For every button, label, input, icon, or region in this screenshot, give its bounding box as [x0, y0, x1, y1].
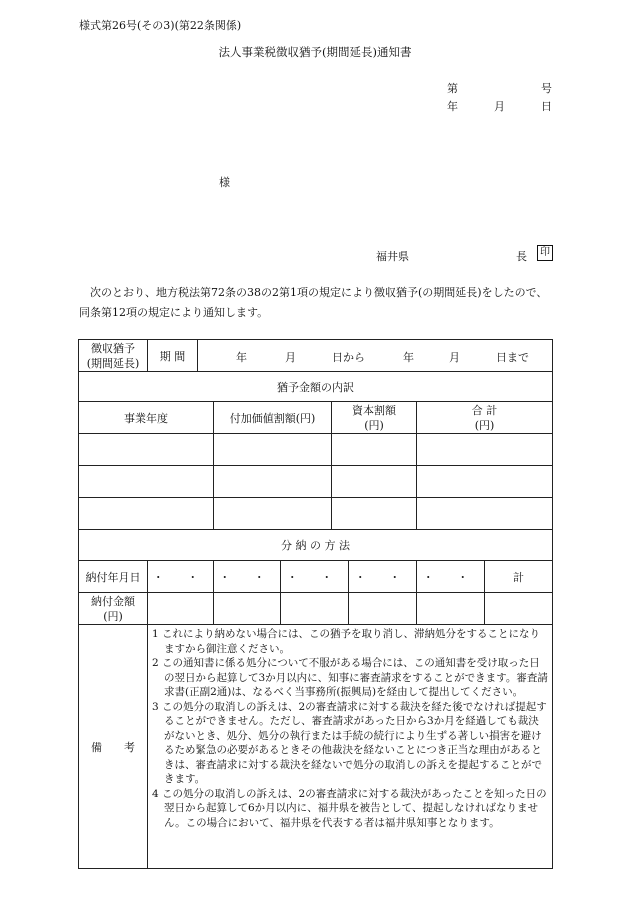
period-to-month: 月: [449, 350, 460, 364]
date-year-label: 年: [447, 100, 458, 113]
period-label-line2: (期間延長): [86, 356, 140, 370]
date-day-label: 日: [541, 100, 552, 113]
period-from-year: 年: [236, 350, 247, 364]
breakdown-cell[interactable]: [332, 498, 417, 530]
seal-stamp: 印: [537, 245, 553, 261]
payment-date-cell[interactable]: ・ ・: [417, 561, 485, 593]
note-4: 4 この処分の取消しの訴えは、2の審査請求に対する裁決があったことを知った日の翌日から起算して6か月以内に、福井県を被告として、提起しなければなりません。この場合において、福井県を代表する者は福井県知事となります。: [152, 787, 547, 829]
breakdown-cell[interactable]: [214, 498, 332, 530]
period-from-day: 日から: [332, 350, 365, 364]
period-value-cell: [198, 340, 553, 372]
main-table: [78, 339, 553, 869]
note-2: 2 この通知書に係る処分について不服がある場合には、この通知書を受け取った日の翌日から起算して3か月以内に、知事に審査請求をすることができます。審査請求書(正副2通)は、なるべく当事務所(振興局)を経由して提出してください。: [152, 657, 548, 698]
breakdown-cell[interactable]: [79, 466, 214, 498]
installment-title: 分 納 の 方 法: [79, 530, 553, 561]
payment-amount-cell[interactable]: [349, 593, 417, 625]
payment-amount-cell[interactable]: [214, 593, 281, 625]
col-header-total-line1: 合 計: [471, 403, 498, 417]
note-1: 1 これにより納めない場合には、この猶予を取り消し、滞納処分をすることになりますから御注意ください。: [152, 628, 541, 655]
payment-date-cell[interactable]: ・ ・: [349, 561, 417, 593]
payment-amount-total-cell[interactable]: [485, 593, 553, 625]
period-to-year: 年: [403, 350, 414, 364]
issuer-name: 福井県: [376, 250, 409, 263]
period-label-line1: 徴収猶予: [91, 341, 135, 355]
form-number: 様式第26号(その3)(第22条関係): [79, 19, 242, 32]
col-header-year: 事業年度: [79, 402, 214, 434]
payment-amount-label: [79, 593, 148, 625]
payment-total-label: 計: [485, 561, 553, 593]
breakdown-cell[interactable]: [417, 498, 553, 530]
payment-amount-cell[interactable]: [148, 593, 214, 625]
breakdown-cell[interactable]: [332, 434, 417, 466]
col-header-total: [417, 402, 553, 434]
payment-date-cell[interactable]: ・ ・: [148, 561, 214, 593]
remarks-label: 備 考: [79, 625, 148, 869]
period-sub-label: 期 間: [148, 340, 198, 372]
payment-amount-cell[interactable]: [281, 593, 349, 625]
payment-date-cell[interactable]: ・ ・: [214, 561, 281, 593]
breakdown-title: 猶予金額の内訳: [79, 372, 553, 402]
breakdown-cell[interactable]: [417, 434, 553, 466]
period-from-month: 月: [285, 350, 296, 364]
col-header-capital: [332, 402, 417, 434]
breakdown-cell[interactable]: [79, 434, 214, 466]
remarks-notes: [148, 625, 553, 869]
period-to-day: 日まで: [496, 350, 529, 364]
issuer-title: 長: [516, 250, 527, 263]
payment-amount-label-line2: (円): [103, 609, 123, 623]
payment-amount-label-line1: 納付金額: [91, 594, 135, 608]
note-3: 3 この処分の取消しの訴えは、2の審査請求に対する裁決を経た後でなければ提起することができません。ただし、審査請求があった日から3か月を経過しても裁決がないとき、処分、処分の執行または手続の続行により生ずる著しい損害を避けるため緊急の必要があるときその他裁決を経ないことにつき正当な理由があるときは、審査請求に対する裁決を経ないで処分の取消しの訴えを提起することができます。: [152, 700, 547, 785]
breakdown-cell[interactable]: [417, 466, 553, 498]
col-header-total-line2: (円): [474, 418, 495, 432]
document-title: 法人事業税徴収猶予(期間延長)通知書: [218, 45, 412, 59]
payment-amount-cell[interactable]: [417, 593, 485, 625]
number-prefix: 第: [447, 82, 458, 95]
col-header-capital-line1: 資本割額: [352, 403, 396, 417]
col-header-value-added: 付加価値割額(円): [214, 402, 332, 434]
addressee-suffix: 様: [219, 176, 230, 189]
col-header-capital-line2: (円): [364, 418, 384, 432]
breakdown-cell[interactable]: [332, 466, 417, 498]
payment-date-cell[interactable]: ・ ・: [281, 561, 349, 593]
payment-date-label: 納付年月日: [79, 561, 148, 593]
breakdown-cell[interactable]: [214, 434, 332, 466]
breakdown-cell[interactable]: [79, 498, 214, 530]
date-month-label: 月: [494, 100, 505, 113]
intro-text: 次のとおり、地方税法第72条の38の2第1項の規定により徴収猶予(の期間延長)をしたので、同条第12項の規定により通知します。: [79, 286, 548, 319]
breakdown-cell[interactable]: [214, 466, 332, 498]
number-suffix: 号: [541, 82, 552, 95]
period-label-cell: [79, 340, 148, 372]
